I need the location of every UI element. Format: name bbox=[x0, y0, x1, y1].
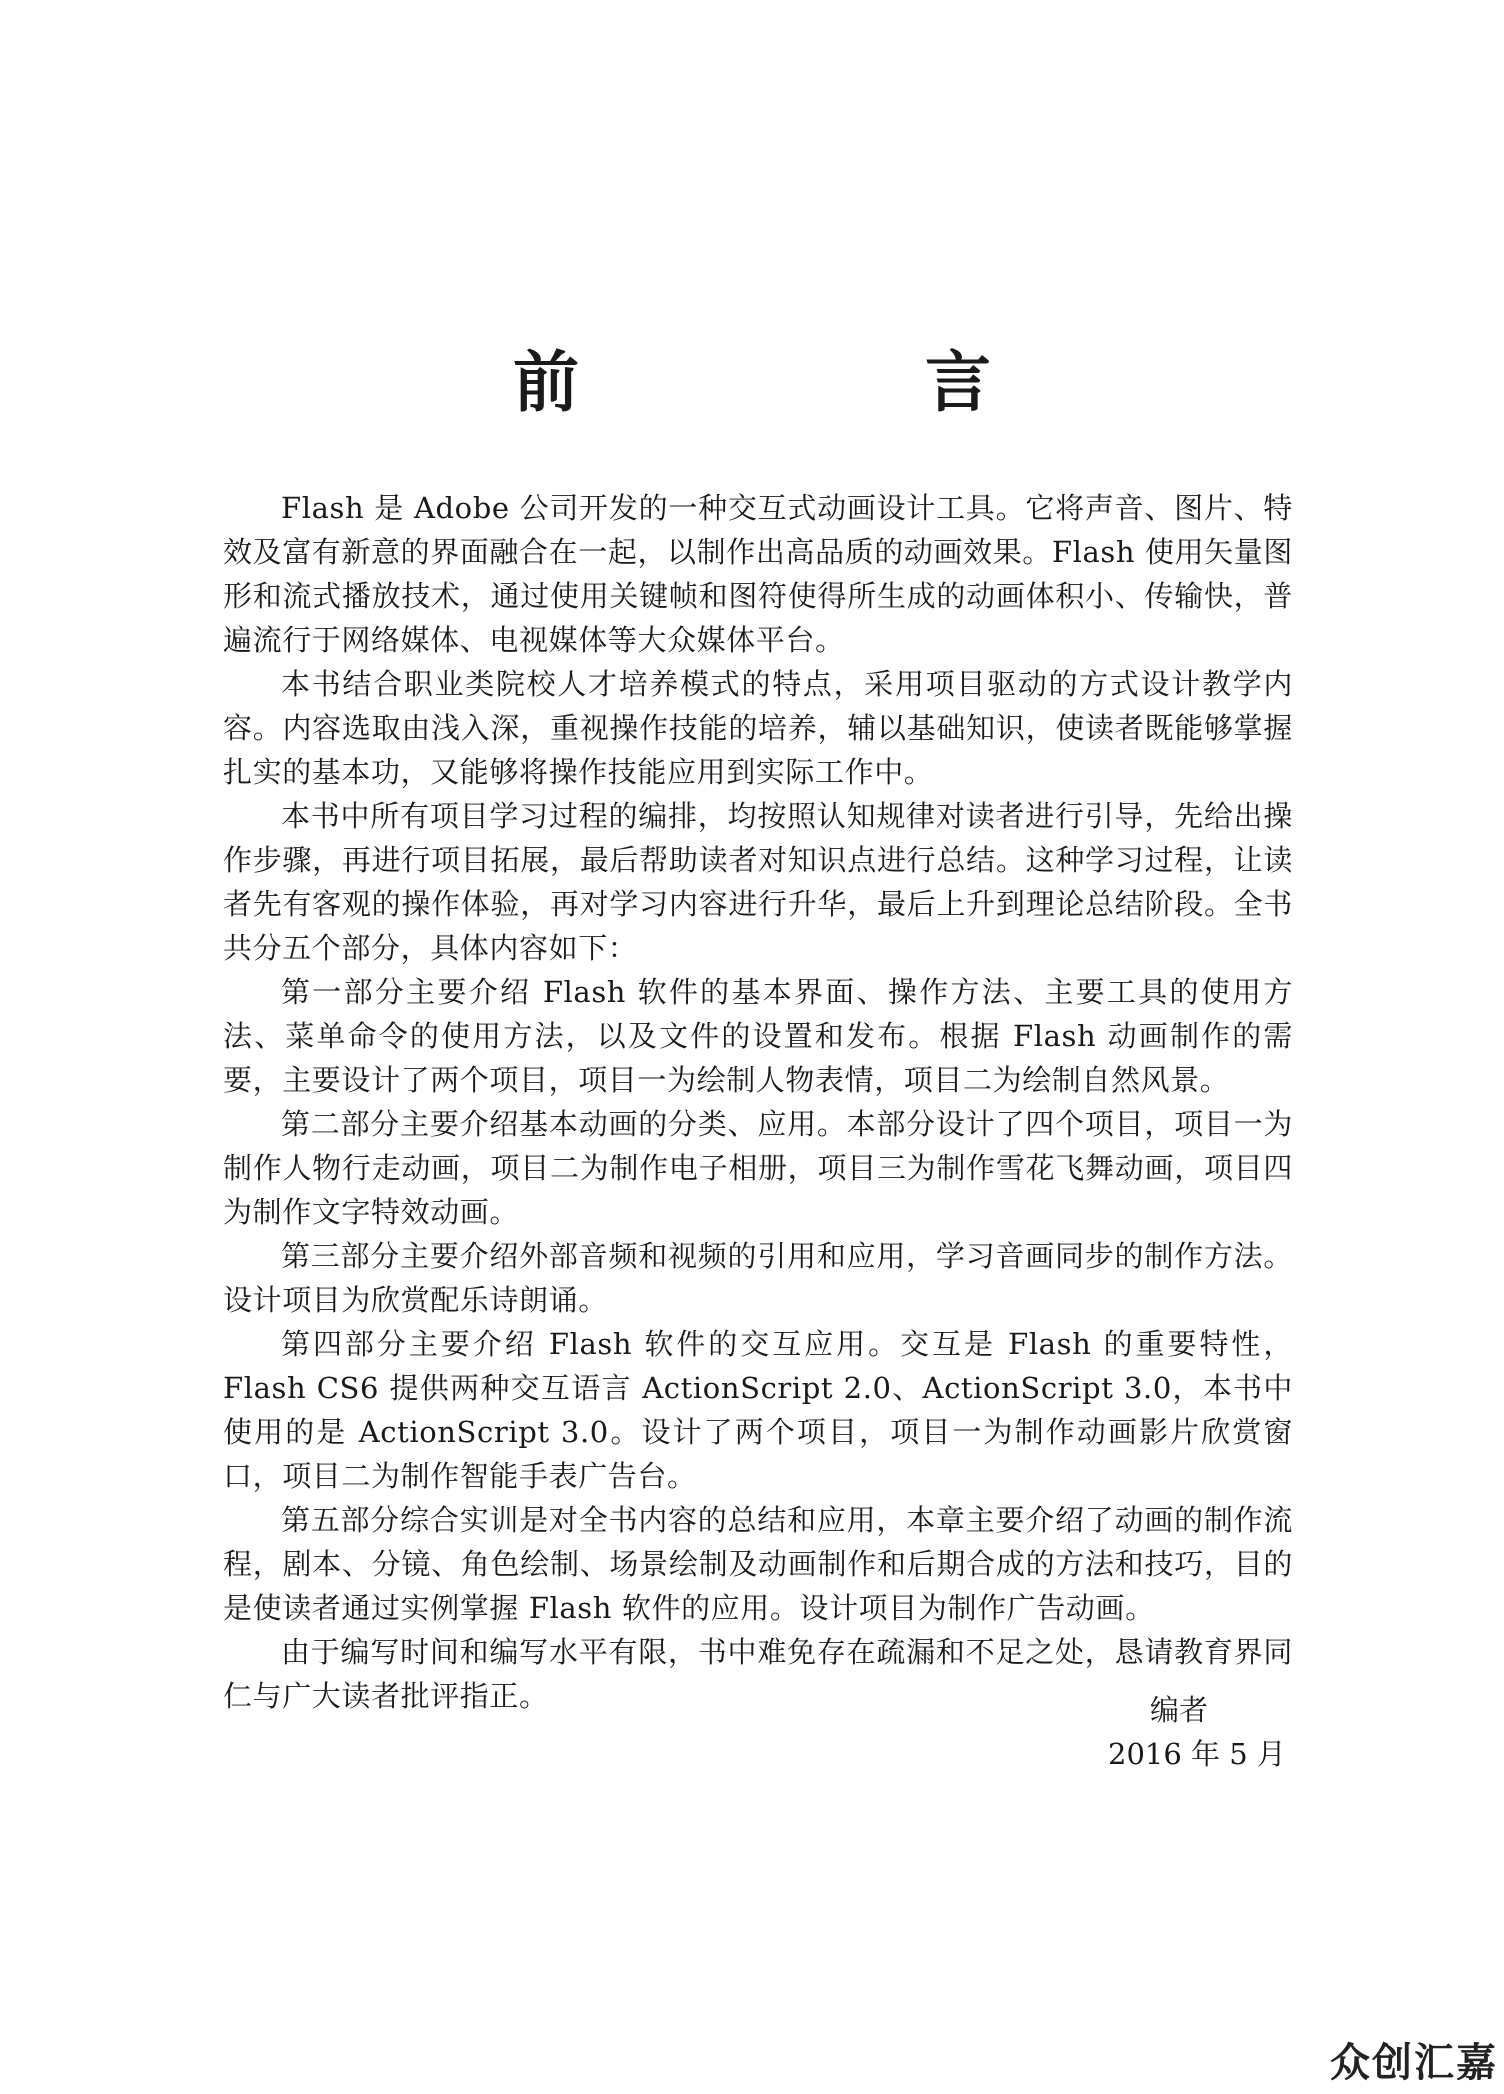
paragraph: 本书结合职业类院校人才培养模式的特点，采用项目驱动的方式设计教学内容。内容选取由浅入深，重视操作技能的培养，辅以基础知识，使读者既能够掌握扎实的基本功，又能够将操作技能应用到实际工作中。 bbox=[223, 667, 1293, 789]
watermark-logo: 众创汇嘉 bbox=[1330, 2040, 1498, 2086]
paragraph: Flash 是 Adobe 公司开发的一种交互式动画设计工具。它将声音、图片、特效及富有新意的界面融合在一起，以制作出高品质的动画效果。Flash 使用矢量图形和流式播放技术，通过使用关键帧和图符使得所生成的动画体积小、传输快，普遍流行于网络媒体、电视媒体等大众媒体平台。 bbox=[223, 491, 1293, 657]
signature-block bbox=[1108, 1688, 1286, 1776]
page-title: 前 言 bbox=[513, 344, 1131, 421]
paragraph: 第二部分主要介绍基本动画的分类、应用。本部分设计了四个项目，项目一为制作人物行走动画，项目二为制作电子相册，项目三为制作雪花飞舞动画，项目四为制作文字特效动画。 bbox=[223, 1107, 1293, 1229]
paragraph: 第一部分主要介绍 Flash 软件的基本界面、操作方法、主要工具的使用方法、菜单命令的使用方法，以及文件的设置和发布。根据 Flash 动画制作的需要，主要设计了两个项目，项目一为绘制人物表情，项目二为绘制自然风景。 bbox=[223, 975, 1293, 1097]
signature-author: 编者 bbox=[1150, 1693, 1209, 1727]
signature-date: 2016 年 5 月 bbox=[1108, 1737, 1286, 1771]
paragraph: 本书中所有项目学习过程的编排，均按照认知规律对读者进行引导，先给出操作步骤，再进行项目拓展，最后帮助读者对知识点进行总结。这种学习过程，让读者先有客观的操作体验，再对学习内容进行升华，最后上升到理论总结阶段。全书共分五个部分，具体内容如下： bbox=[223, 799, 1293, 965]
paragraph: 第三部分主要介绍外部音频和视频的引用和应用，学习音画同步的制作方法。设计项目为欣赏配乐诗朗诵。 bbox=[223, 1239, 1293, 1317]
paragraph: 第四部分主要介绍 Flash 软件的交互应用。交互是 Flash 的重要特性，Flash CS6 提供两种交互语言 ActionScript 2.0、ActionScript 3.0，本书中使用的是 ActionScript 3.0。设计了两个项目，项目一为制作动画影片欣赏窗口，项目二为制作智能手表广告台。 bbox=[223, 1327, 1293, 1493]
paragraph: 由于编写时间和编写水平有限，书中难免存在疏漏和不足之处，恳请教育界同仁与广大读者批评指正。 bbox=[223, 1635, 1293, 1713]
preface-body bbox=[223, 486, 1293, 1718]
paragraph: 第五部分综合实训是对全书内容的总结和应用，本章主要介绍了动画的制作流程，剧本、分镜、角色绘制、场景绘制及动画制作和后期合成的方法和技巧，目的是使读者通过实例掌握 Flash 软件的应用。设计项目为制作广告动画。 bbox=[223, 1503, 1293, 1625]
